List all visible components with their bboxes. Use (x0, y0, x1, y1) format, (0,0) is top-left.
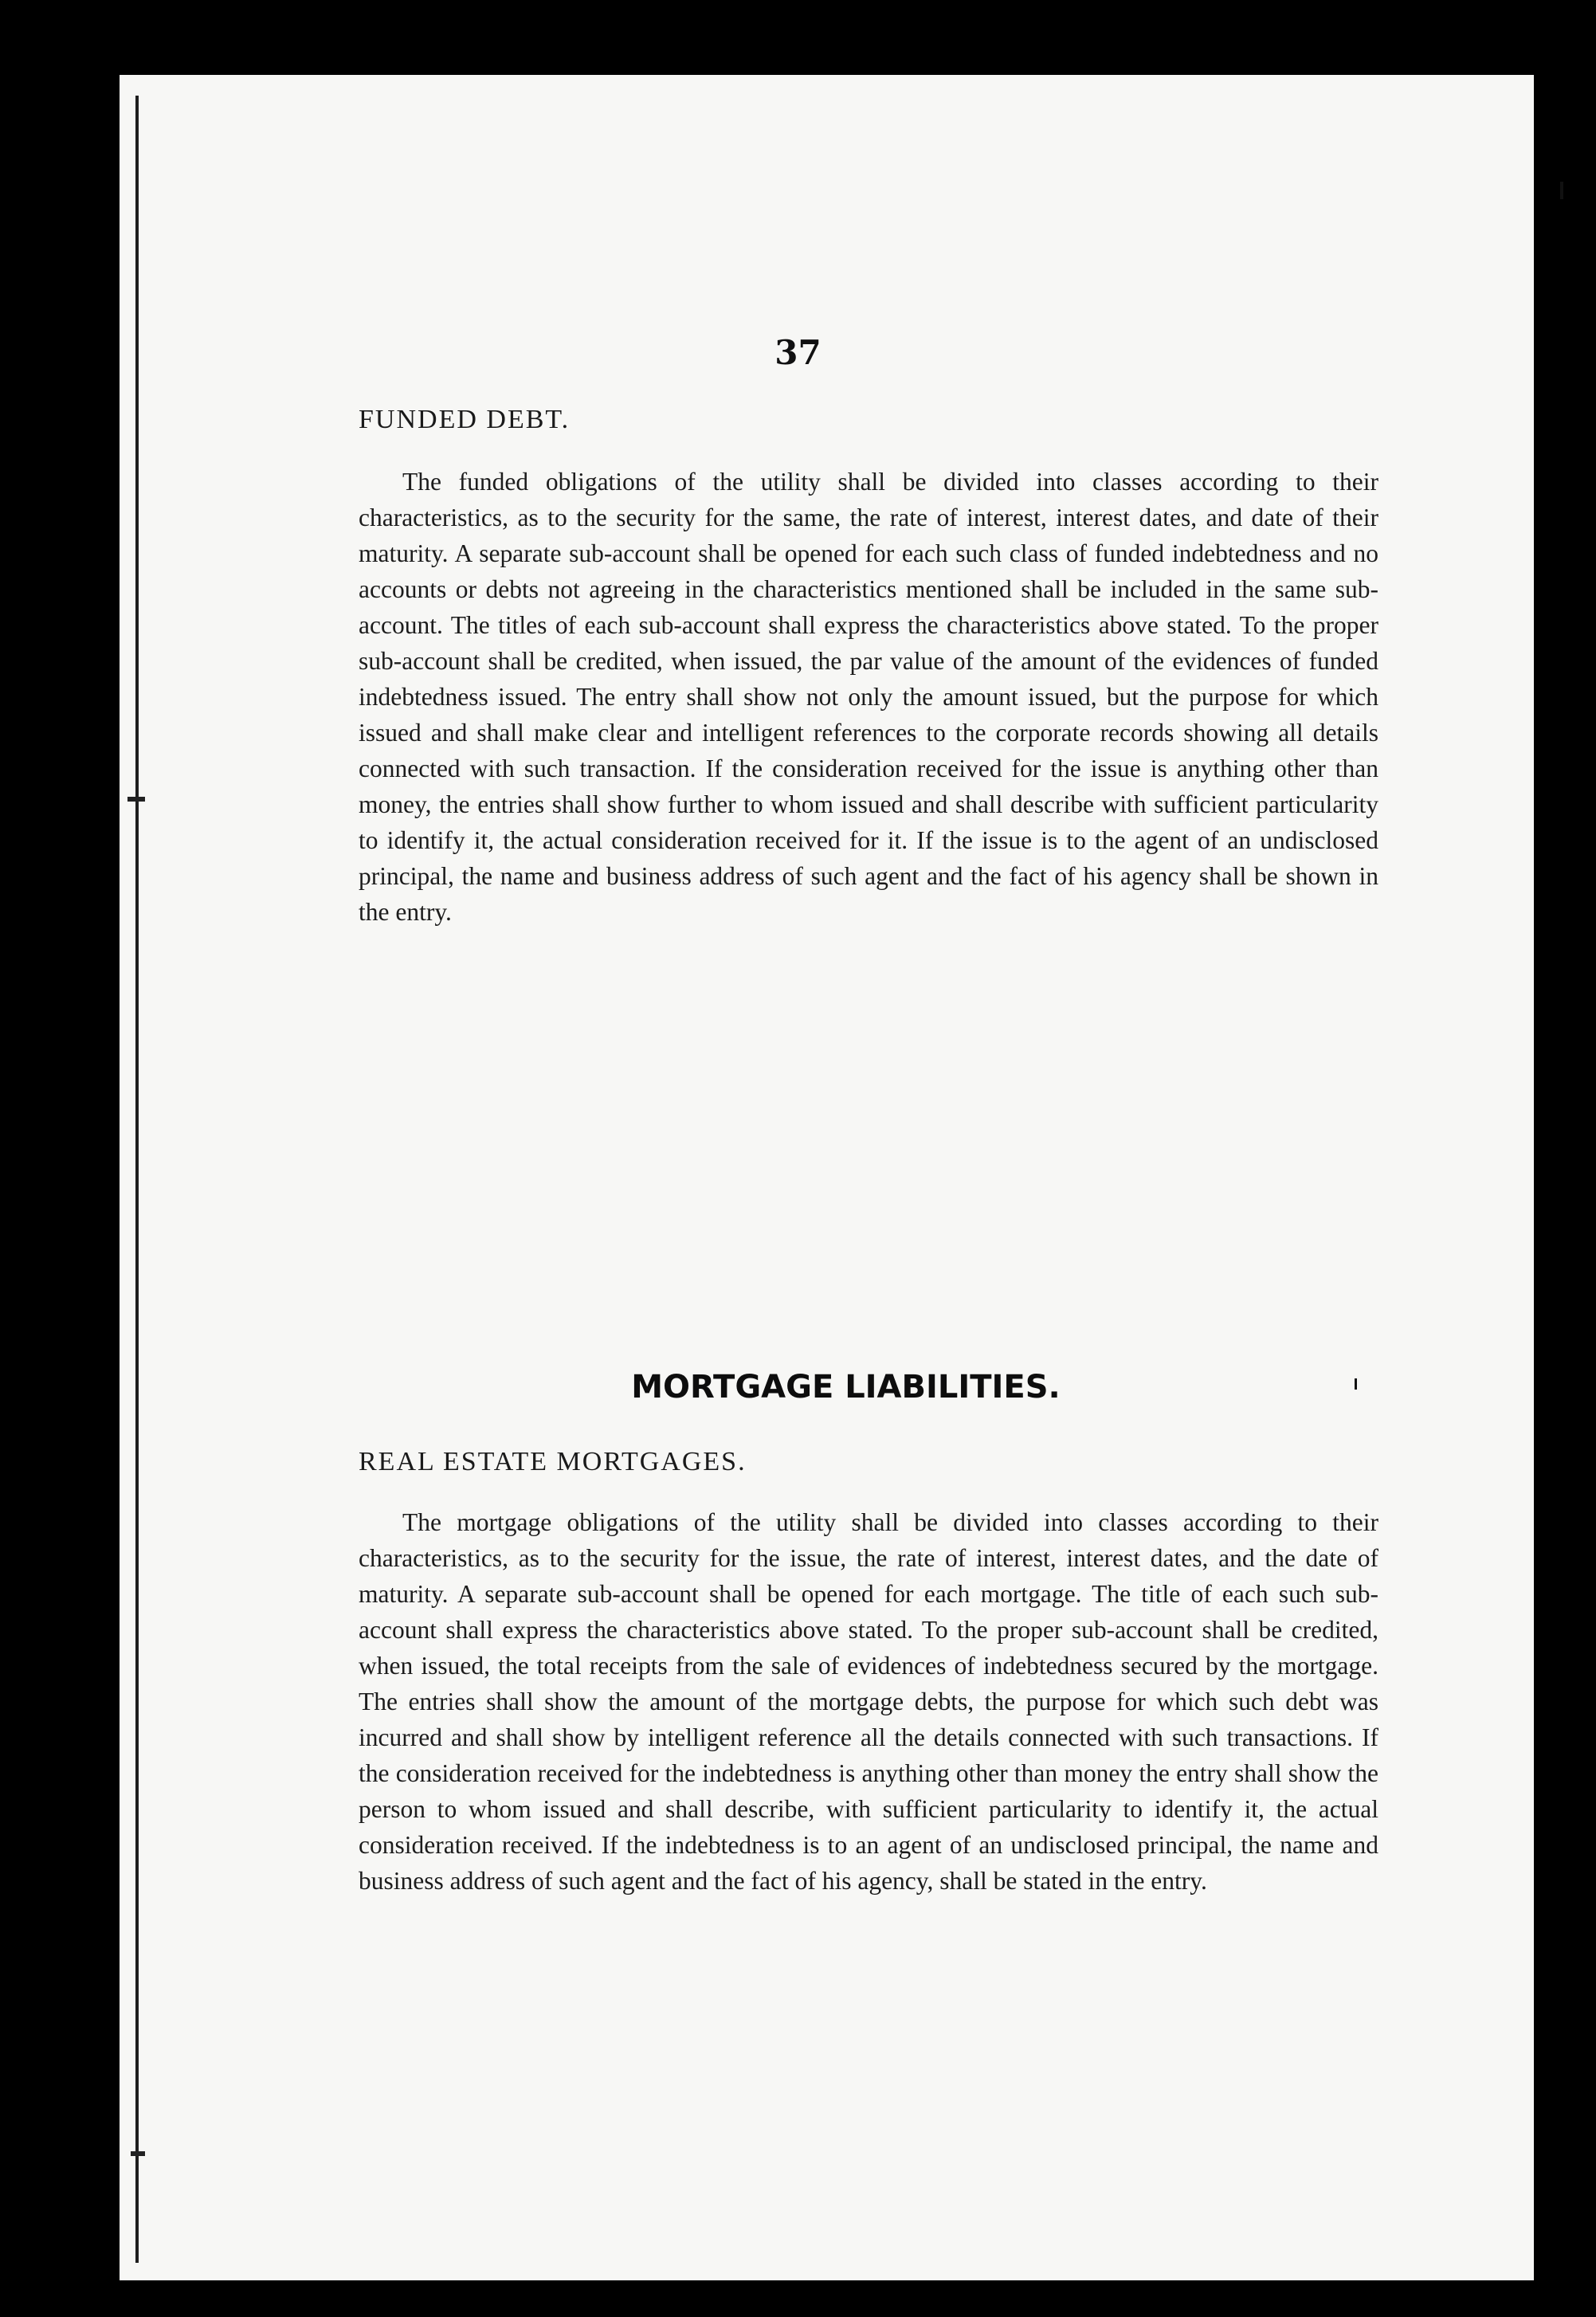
binding-mark (131, 2151, 145, 2156)
paragraph-real-estate-mortgages: The mortgage obligations of the utility shall be divided into classes according to their characteristics, as to the security for the issue, the rate of interest, interest dates, and the date of maturity. A separate sub-account shall be opened for each mortgage. The title of each such sub-account shall express the characteristics above stated. To the proper sub-account shall be credited, when issued, the total receipts from the sale of evidences of indebtedness secured by the mortgage. The entries shall show the amount of the mortgage debts, the purpose for which such debt was incurred and shall show by intelligent reference all the details connected with such transactions. If the consideration received for the indebtedness is anything other than money the entry shall show the person to whom issued and shall describe, with sufficient particularity to identify it, the actual consideration received. If the indebtedness is to an agent of an undisclosed principal, the name and business address of such agent and the fact of his agency, shall be stated in the entry. (359, 1508, 1378, 1895)
binding-edge (135, 96, 139, 2263)
scan-artifact (1560, 182, 1563, 199)
page-number: 37 (774, 333, 822, 372)
section-heading-funded-debt: FUNDED DEBT. (359, 405, 571, 434)
section-title-mortgage-liabilities: MORTGAGE LIABILITIES. (631, 1369, 1061, 1405)
section-heading-real-estate-mortgages: REAL ESTATE MORTGAGES. (359, 1447, 747, 1476)
binding-mark (127, 797, 145, 802)
document-page (120, 75, 1534, 2280)
paragraph-funded-debt: The funded obligations of the utility shall be divided into classes according to their characteristics, as to the security for the same, the rate of interest, interest dates, and date of their maturity. A separate sub-account shall be opened for each such class of funded indebtedness and no accounts or debts not agreeing in the characteristics mentioned shall be included in the same sub-account. The titles of each sub-account shall express the characteristics above stated. To the proper sub-account shall be credited, when issued, the par value of the amount of the evidences of funded indebtedness issued. The entry shall show not only the amount issued, but the purpose for which issued and shall make clear and intelligent references to the corporate records showing all details connected with such transaction. If the consideration received for the issue is anything other than money, the entries shall show further to whom issued and shall describe with sufficient particularity to identify it, the actual consideration received for it. If the issue is to the agent of an undisclosed principal, the name and business address of such agent and the fact of his agency shall be shown in the entry. (359, 468, 1378, 926)
